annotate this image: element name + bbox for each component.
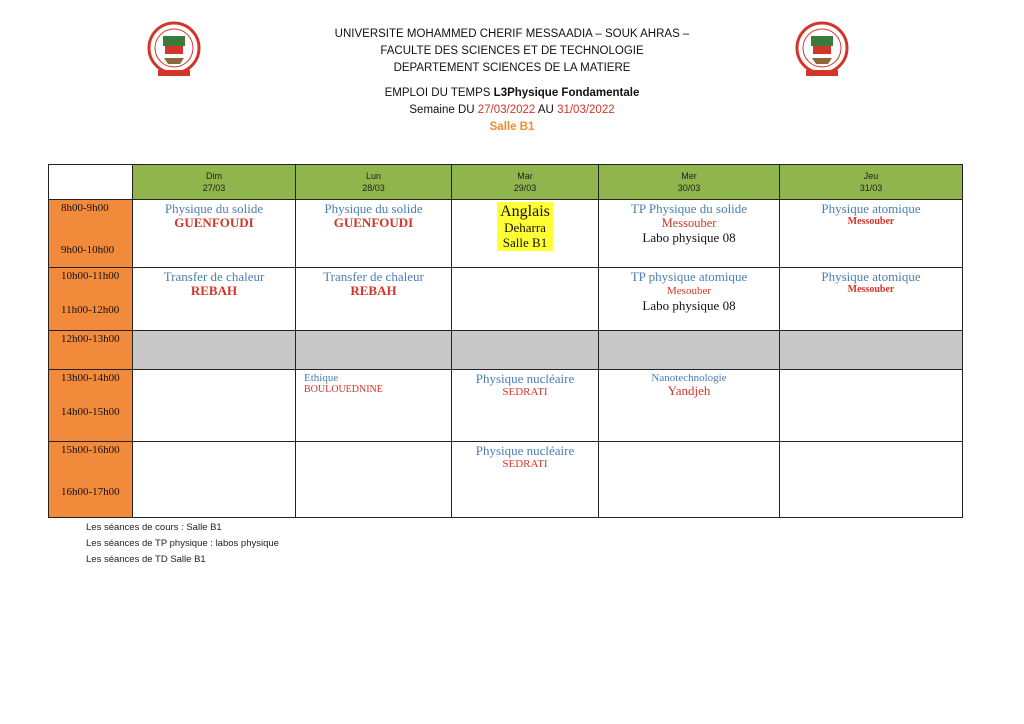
session-dim-2: Transfer de chaleur REBAH — [133, 268, 296, 331]
session-mar-2 — [452, 268, 599, 331]
session-mar-1: Anglais Deharra Salle B1 — [452, 200, 599, 268]
note-course-room: Les séances de cours : Salle B1 — [86, 522, 222, 533]
note-tp-room: Les séances de TP physique : labos physique — [86, 538, 279, 549]
session-mer-1: TP Physique du solide Messouber Labo physique 08 — [599, 200, 780, 268]
document-header — [262, 26, 762, 136]
week-start-date: 27/03/2022 — [477, 104, 536, 116]
note-td-room: Les séances de TD Salle B1 — [86, 554, 206, 565]
university-logo-right — [794, 20, 850, 80]
session-jeu-2: Physique atomique Messouber — [780, 268, 963, 331]
time-slot-13-15: 13h00-14h00 14h00-15h00 — [49, 370, 133, 442]
lunch-break-mar — [452, 331, 599, 370]
table-row — [49, 200, 963, 268]
session-dim-4 — [133, 370, 296, 442]
schedule-title: EMPLOI DU TEMPS L3Physique Fondamentale — [384, 87, 640, 99]
session-jeu-5 — [780, 442, 963, 518]
timetable — [48, 164, 963, 518]
session-lun-2: Transfer de chaleur REBAH — [296, 268, 452, 331]
table-row — [49, 268, 963, 331]
room-label: Salle B1 — [489, 121, 535, 133]
day-header-row — [49, 165, 963, 200]
session-dim-1: Physique du solide GUENFOUDI — [133, 200, 296, 268]
lunch-break-jeu — [780, 331, 963, 370]
university-logo-left — [146, 20, 202, 80]
week-end-date: 31/03/2022 — [557, 104, 615, 116]
session-dim-5 — [133, 442, 296, 518]
day-header-lun: Lun 28/03 — [296, 165, 452, 200]
day-header-dim: Dim 27/03 — [133, 165, 296, 200]
session-mer-5 — [599, 442, 780, 518]
time-slot-10-12: 10h00-11h00 11h00-12h00 — [49, 268, 133, 331]
lunch-break-dim — [133, 331, 296, 370]
session-mar-5: Physique nucléaire SEDRATI — [452, 442, 599, 518]
time-slot-8-10: 8h00-9h00 9h00-10h00 — [49, 200, 133, 268]
corner-cell — [49, 165, 133, 200]
lunch-break-lun — [296, 331, 452, 370]
program-name: L3Physique Fondamentale — [493, 87, 640, 99]
session-lun-1: Physique du solide GUENFOUDI — [296, 200, 452, 268]
session-lun-5 — [296, 442, 452, 518]
day-header-mer: Mer 30/03 — [599, 165, 780, 200]
session-mer-2: TP physique atomique Mesouber Labo physique 08 — [599, 268, 780, 331]
time-slot-12-13: 12h00-13h00 — [49, 331, 133, 370]
time-slot-15-17: 15h00-16h00 16h00-17h00 — [49, 442, 133, 518]
table-row — [49, 331, 963, 370]
table-row — [49, 370, 963, 442]
department-name: DEPARTEMENT SCIENCES DE LA MATIERE — [393, 62, 631, 74]
session-mar-4: Physique nucléaire SEDRATI — [452, 370, 599, 442]
lunch-break-mer — [599, 331, 780, 370]
day-header-jeu: Jeu 31/03 — [780, 165, 963, 200]
table-row — [49, 442, 963, 518]
faculty-name: FACULTE DES SCIENCES ET DE TECHNOLOGIE — [380, 45, 644, 57]
week-range: Semaine DU 27/03/2022 AU 31/03/2022 — [409, 104, 615, 116]
day-header-mar: Mar 29/03 — [452, 165, 599, 200]
session-jeu-1: Physique atomique Messouber — [780, 200, 963, 268]
session-jeu-4 — [780, 370, 963, 442]
session-mer-4: Nanotechnologie Yandjeh — [599, 370, 780, 442]
notes — [86, 520, 279, 568]
session-lun-4: Ethique BOULOUEDNINE — [296, 370, 452, 442]
university-name: UNIVERSITE MOHAMMED CHERIF MESSAADIA – SOUK AHRAS – — [334, 28, 690, 40]
